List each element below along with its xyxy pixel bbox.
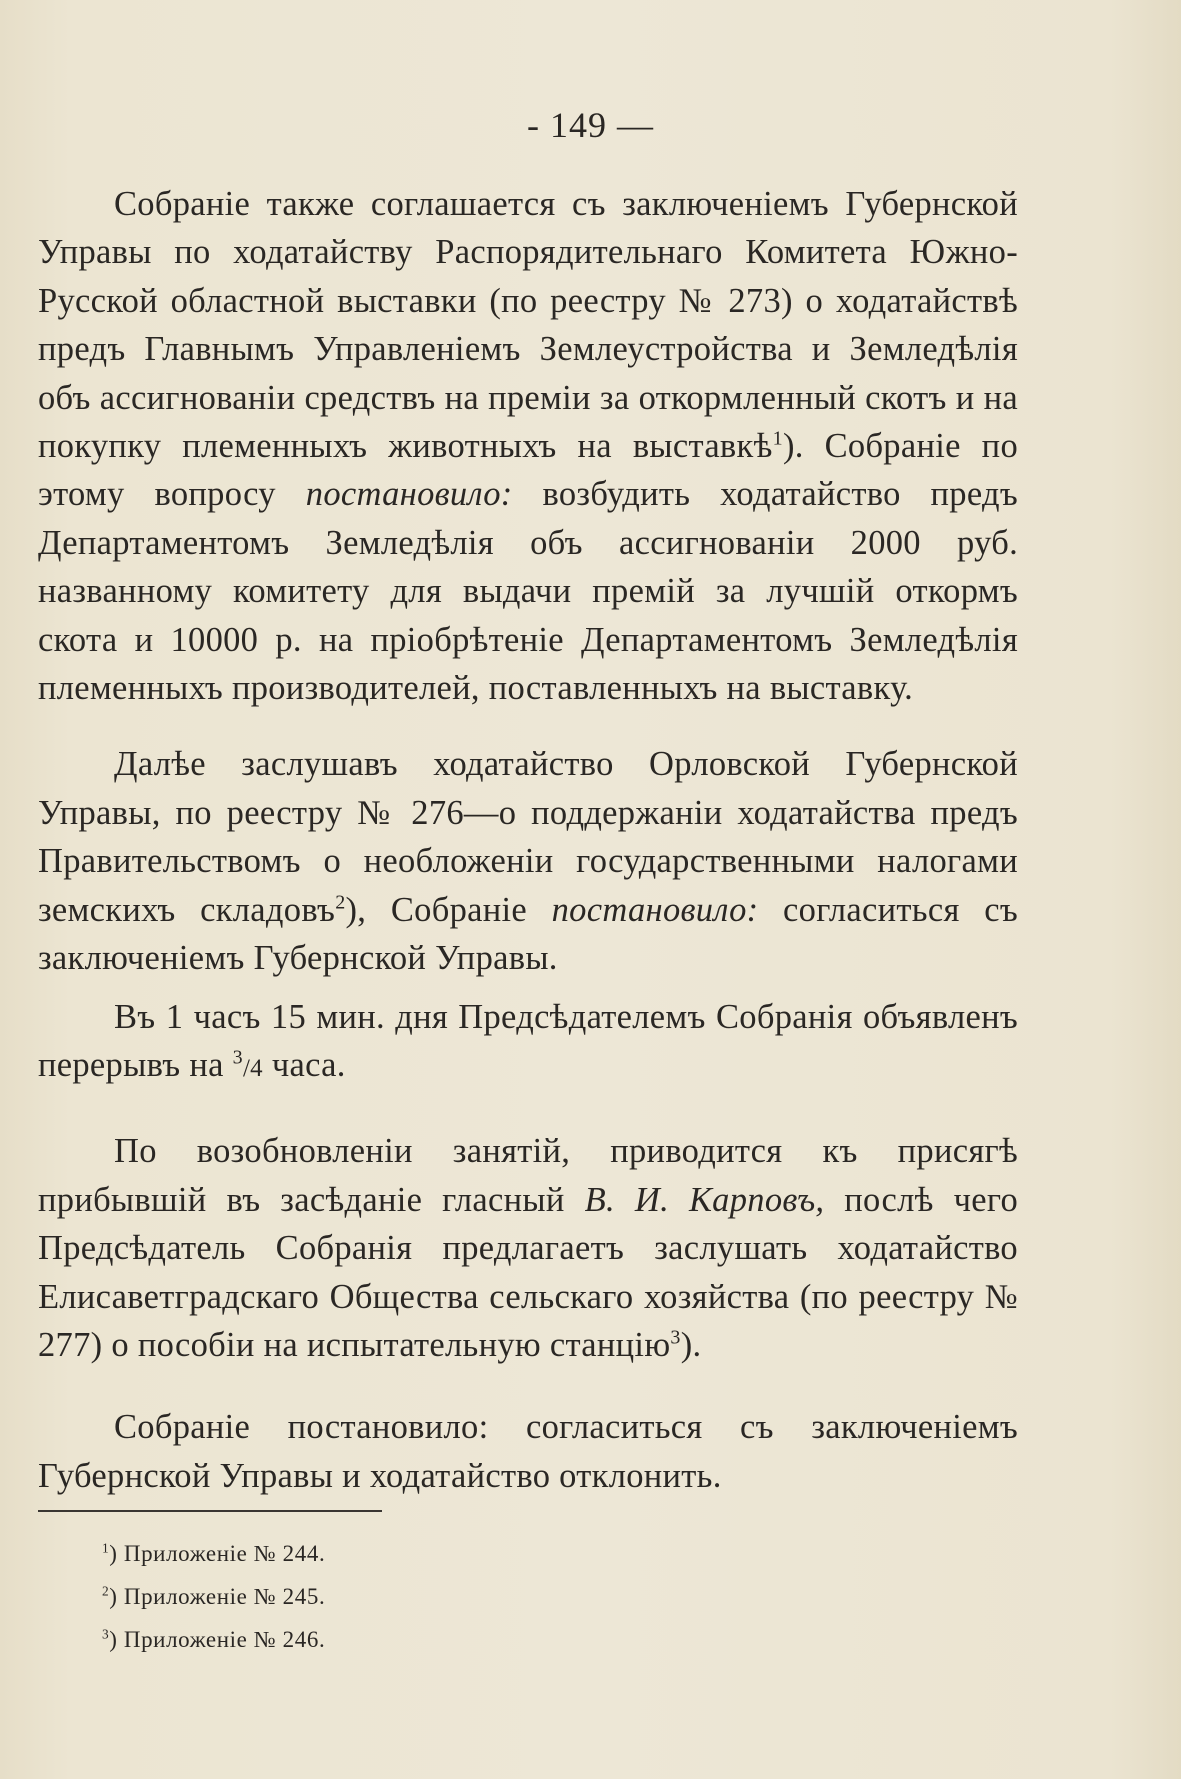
footnote-ref: 3 xyxy=(670,1326,681,1349)
emphasis-text: постановило: xyxy=(551,890,759,929)
paragraph-3 xyxy=(38,993,1018,1094)
paragraph-text: Собраніе также соглашается съ заключеніемъ Губернской Управы по ходатайству Распорядительнаго Комитета Южно-Русской областной выставки (по реестру № 273) о ходатайствѣ предъ Главнымъ Управленіемъ Землеустройства и Земледѣлія объ ассигнованіи средствъ на преміи за откормленный скотъ и на покупку племенныхъ животныхъ на выставкѣ xyxy=(38,185,1018,466)
emphasis-text: В. И. Карповъ, xyxy=(584,1180,825,1219)
footnote-mark: 3 xyxy=(102,1626,110,1642)
footnote-text: ) Приложеніе № 245. xyxy=(109,1584,326,1609)
footnotes xyxy=(102,1532,325,1661)
paragraph-text: Собраніе постановило: согласиться съ заключеніемъ Губернской Управы и ходатайство отклонить. xyxy=(38,1408,1018,1495)
paragraph-text: послѣ чего Предсѣдатель Собранія предлагаетъ заслушать ходатайство Елисаветградскаго Общества сельскаго хозяйства (по реестру № 277) о пособіи на испытательную станцію xyxy=(38,1180,1018,1364)
footnote-mark: 2 xyxy=(102,1583,110,1599)
footnote-text: ) Приложеніе № 246. xyxy=(109,1627,326,1652)
paragraph-text: согласиться съ заключеніемъ Губернской Управы. xyxy=(38,890,1018,978)
paragraph-5 xyxy=(38,1403,1018,1500)
footnote-mark: 1 xyxy=(102,1540,110,1556)
emphasis-text: постановило: xyxy=(305,475,513,514)
fraction-denominator: /4 xyxy=(242,1054,263,1082)
footnote-divider xyxy=(38,1510,382,1512)
footnote-ref: 1 xyxy=(772,427,783,450)
fraction-numerator: 3 xyxy=(232,1046,243,1069)
body-text xyxy=(38,180,1018,1500)
paragraph-text: ). xyxy=(680,1325,702,1364)
paragraph-text: ), Собраніе xyxy=(345,890,552,929)
footnote-item xyxy=(102,1618,325,1661)
paragraph-text: Далѣе заслушавъ ходатайство Орловской Губернской Управы, по реестру № 276—о поддержаніи ходатайства предъ Правительствомъ о необложеніи государственными налогами земскихъ складовъ xyxy=(38,745,1018,929)
paragraph-text: часа. xyxy=(262,1045,346,1084)
footnote-item xyxy=(102,1532,325,1575)
page-number: - 149 — xyxy=(527,105,654,145)
footnote-text: ) Приложеніе № 244. xyxy=(109,1541,326,1566)
paragraph-text: Въ 1 часъ 15 мин. дня Предсѣдателемъ Собранія объявленъ перерывъ на xyxy=(38,997,1018,1084)
paragraph-text: По возобновленіи занятій, приводится къ присягѣ прибывшій въ засѣданіе гласный xyxy=(38,1132,1018,1219)
footnote-item xyxy=(102,1575,325,1618)
paragraph-1 xyxy=(38,180,1018,712)
paragraph-text: возбудить ходатайство предъ Департаментомъ Земледѣлія объ ассигнованіи 2000 руб. названному комитету для выдачи премій за лучшій откормъ скота и 10000 р. на пріобрѣтеніе Департаментомъ Земледѣлія племенныхъ производителей, поставленныхъ на выставку. xyxy=(38,475,1018,708)
paragraph-text: ). Собраніе по этому вопросу xyxy=(38,427,1018,514)
paragraph-2 xyxy=(38,740,1018,982)
footnote-ref: 2 xyxy=(335,891,346,914)
paragraph-4 xyxy=(38,1127,1018,1369)
